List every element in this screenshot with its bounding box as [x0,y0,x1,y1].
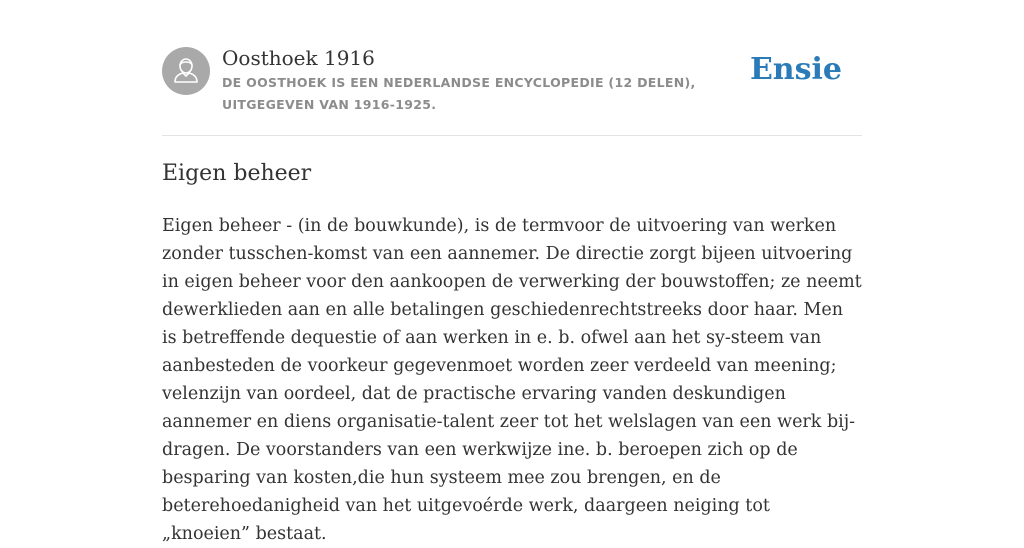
user-icon [162,47,210,95]
source-avatar[interactable] [162,47,210,95]
source-header [162,46,862,136]
source-info [222,46,762,116]
ensie-logo-link[interactable]: Ensie [749,52,842,87]
source-description: DE OOSTHOEK IS EEN NEDERLANDSE ENCYCLOPEDIE (12 DELEN), UITGEGEVEN VAN 1916-1925. [222,75,696,112]
source-title[interactable]: Oosthoek 1916 [222,46,375,70]
entry-body: Eigen beheer - (in de bouwkunde), is de termvoor de uitvoering van werken zonder tusschen-komst van een aannemer. De directie zorgt bijeen uitvoering in eigen beheer voor den aankoopen de verwerking der bouwstoffen; ze neemt dewerklieden aan en alle betalingen geschiedenrechtstreeks door haar. Men is betreffende dequestie of aan werken in e. b. ofwel aan het sy-steem van aanbesteden de voorkeur gegevenmoet worden zeer verdeeld van meening; velenzijn van oordeel, dat de practische ervaring vanden deskundigen aannemer en diens organisatie-talent zeer tot het welslagen van een werk bij-dragen. De voorstanders van een werkwijze ine. b. beroepen zich op de besparing van kosten,die hun systeem mee zou brengen, en de beterehoedanigheid van het uitgevoérde werk, daargeen neiging tot „knoeien” bestaat. [162,216,862,544]
header-divider [162,135,862,136]
entry-title: Eigen beheer [162,161,312,186]
